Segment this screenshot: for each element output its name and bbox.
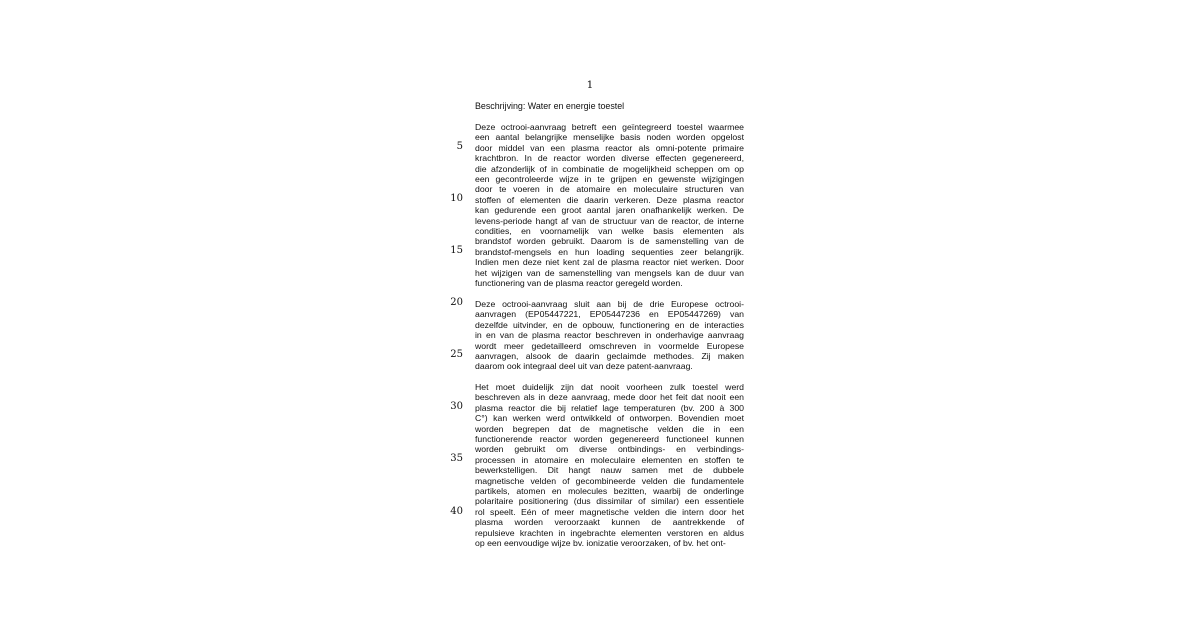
margin-line-number: 10	[450, 193, 463, 204]
text-line: functionerende reactor worden gegenereerd functioneel kunnen	[475, 434, 744, 444]
text-line: op een eenvoudige wijze bv. ionizatie veroorzaken, of bv. het ont-	[475, 538, 726, 548]
text-line: rol speelt. Eén of meer magnetische velden die intern door het	[475, 506, 744, 517]
margin-line-number: 5	[456, 141, 463, 152]
margin-line-number: 20	[450, 297, 463, 308]
text-line: dezelfde uitvinder, en de opbouw, functionering en de interacties	[475, 319, 744, 330]
text-line: brandstof-mengsels en hun loading sequenties zeer belangrijk.	[475, 246, 744, 257]
text-line: C°) kan werken werd ontwikkeld of ontworpen. Bovendien moet	[475, 413, 744, 424]
margin-line-number: 15	[450, 245, 463, 256]
margin-line-number: 35	[450, 453, 463, 464]
text-line: magnetische velden of gecombineerde velden die fundamentele	[475, 475, 744, 486]
text-line: kan gedurende een groot aantal jaren onafhankelijk werken. De	[475, 205, 744, 216]
text-line: bewerkstelligen. Dit hangt nauw samen met de dubbele	[475, 465, 744, 476]
text-line: Indien men deze niet kent zal de plasma reactor niet werken. Door	[475, 257, 744, 268]
text-line: brandstof worden gebruikt. Daarom is de samenstelling van de	[475, 236, 744, 247]
text-line: een aantal belangrijke menselijke basis noden worden opgelost	[475, 132, 744, 143]
text-line: worden begrepen dat de magnetische velden die in een	[475, 423, 744, 434]
text-line: condities, en voornamelijk van welke basis elementen als	[475, 226, 744, 236]
text-line: wordt meer gedetailleerd omschreven in voormelde Europese	[475, 340, 744, 351]
margin-line-number: 40	[450, 506, 463, 517]
text-line: plasma worden veroorzaakt kunnen de aantrekkende of	[475, 517, 744, 528]
margin-line-number: 30	[450, 401, 463, 412]
text-line: plasma reactor die bij relatief lage temperaturen (bv. 200 à 300	[475, 402, 744, 413]
text-line: functionering van de plasma reactor geregeld worden.	[475, 278, 683, 288]
text-line: stoffen of elementen die daarin verkeren. Deze plasma reactor	[475, 194, 744, 205]
text-line: partikels, atomen en molecules bezitten, waarbij de onderlinge	[475, 486, 744, 496]
text-line: het wijzigen van de samenstelling van mengsels kan de duur van	[475, 267, 744, 278]
page-number: 1	[586, 79, 594, 91]
text-line: aanvragen, alsook de daarin geclaimde methodes. Zij maken	[475, 351, 744, 361]
text-line: Deze octrooi-aanvraag sluit aan bij de drie Europese octrooi-	[475, 299, 744, 309]
text-line: worden gebruikt om diverse ontbindings- en verbindings-	[475, 444, 744, 455]
text-line: Het moet duidelijk zijn dat nooit voorheen zulk toestel werd	[475, 382, 744, 392]
text-line: processen in atomaire en moleculaire elementen en stoffen te	[475, 454, 744, 465]
text-line: krachtbron. In de reactor worden diverse effecten gegenereerd,	[475, 153, 744, 164]
text-line: repulsieve krachten in ingebrachte elementen verstoren en aldus	[475, 527, 744, 538]
margin-line-number: 25	[450, 349, 463, 360]
text-line: door te voeren in de atomaire en moleculaire structuren van	[475, 184, 744, 195]
text-line: die afzonderlijk of in combinatie de mogelijkheid scheppen om op	[475, 163, 744, 174]
text-line: levens-periode hangt af van de structuur van de reactor, de interne	[475, 215, 744, 226]
text-line: aanvragen (EP05447221, EP05447236 en EP05447269) van	[475, 309, 744, 320]
document-title: Beschrijving: Water en energie toestel	[475, 101, 625, 111]
text-line: een gecontroleerde wijze in te grijpen en gewenste wijzigingen	[475, 174, 744, 184]
text-line: polaritaire positionering (dus dissimilar of similar) een essentiele	[475, 496, 744, 507]
text-line: in en van de plasma reactor beschreven in onderhavige aanvraag	[475, 330, 744, 341]
text-line: Deze octrooi-aanvraag betreft een geïntegreerd toestel waarmee	[475, 122, 744, 132]
text-line: beschreven als in deze aanvraag, mede door het feit dat nooit een	[475, 392, 744, 403]
text-line: door middel van een plasma reactor als omni-potente primaire	[475, 142, 744, 153]
text-line: daarom ook integraal deel uit van deze patent-aanvraag.	[475, 361, 693, 372]
